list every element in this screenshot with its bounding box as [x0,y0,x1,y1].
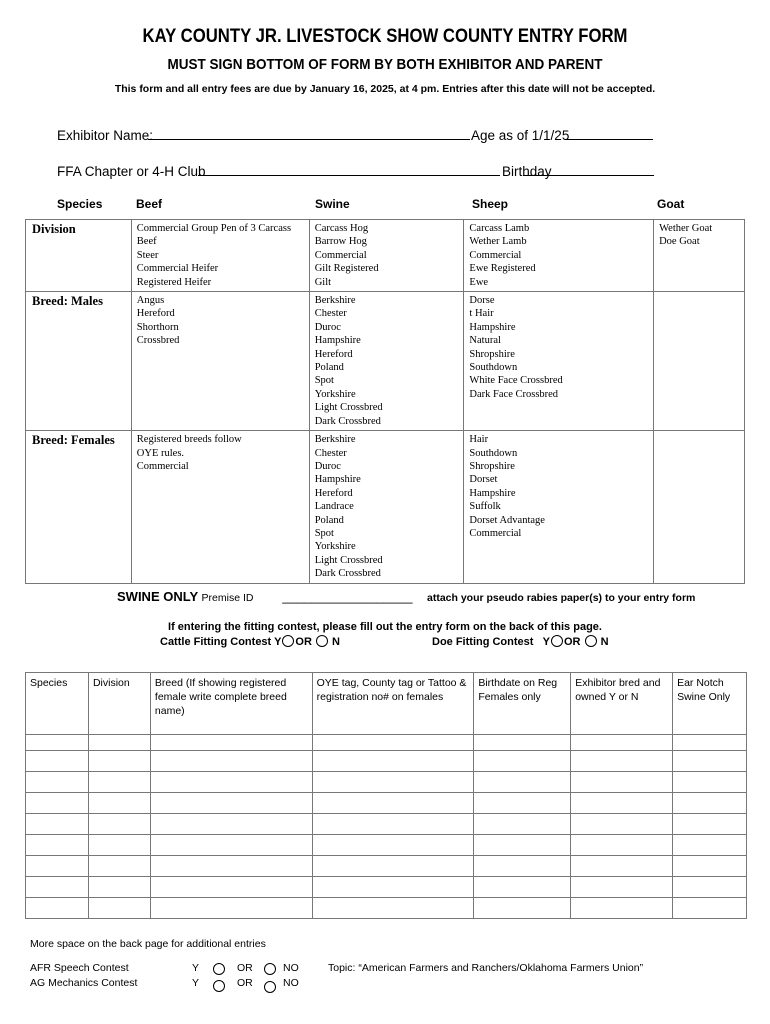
doe-yes-radio[interactable] [551,635,563,647]
ag-no-label: NO [283,977,299,989]
entry-cell[interactable] [673,814,747,835]
entry-row [26,772,747,793]
beef-header: Beef [136,197,163,211]
entry-cell[interactable] [312,898,474,919]
list-item: Yorkshire [314,541,356,553]
swine-only-label: SWINE ONLY [117,589,198,604]
entry-row [26,835,747,856]
list-item: Carcass Hog [314,223,369,234]
list-item: Natural [469,335,501,347]
list-item: Chester [314,308,347,320]
list-item: Registered Heifer [136,276,212,288]
list-item: Gilt [314,276,332,288]
col-tag-header: OYE tag, County tag or Tattoo & registration no# on females [312,673,474,735]
divisions-table [25,219,745,584]
list-item: Dorset [469,474,498,486]
division-row-label: Division [26,220,132,292]
col-species-header: Species [26,673,89,735]
list-item: Suffolk [469,501,501,513]
list-item: Poland [314,362,344,374]
cattle-no-radio[interactable] [316,635,328,647]
list-item: Spot [314,375,334,387]
males-sheep-cell [464,292,654,431]
list-item: Hampshire [469,487,516,499]
swine-only-line [117,589,695,604]
entry-cell[interactable] [571,898,673,919]
list-item: Steer [136,249,159,261]
list-item: Hereford [314,487,353,499]
form-subtitle: MUST SIGN BOTTOM OF FORM BY BOTH EXHIBITOR AND PARENT [167,56,603,73]
list-item: Commercial [314,249,367,261]
entry-cell[interactable] [571,814,673,835]
afr-speech-label: AFR Speech Contest [30,962,129,974]
entry-cell[interactable] [312,814,474,835]
list-item: Shropshire [469,348,515,360]
list-item: Berkshire [314,434,356,446]
entry-cell[interactable] [474,898,571,919]
entry-cell[interactable] [26,814,89,835]
list-item: Chester [314,447,347,459]
entry-row [26,735,747,751]
entry-cell[interactable] [312,751,474,772]
cattle-fitting-line [160,635,340,648]
list-item: Dark Crossbred [314,415,381,427]
entry-cell[interactable] [474,856,571,877]
entry-cell[interactable] [150,735,312,751]
division-row [26,220,745,292]
entry-cell[interactable] [88,793,150,814]
entry-cell[interactable] [88,751,150,772]
females-swine-cell [309,431,464,583]
afr-no-radio[interactable] [263,960,277,978]
entry-cell[interactable] [673,751,747,772]
entry-cell[interactable] [26,877,89,898]
list-item: Wether Goat [659,223,713,234]
age-label: Age as of 1/1/25 [471,128,570,143]
list-item: Commercial [136,460,189,472]
entry-row [26,877,747,898]
list-item: Shropshire [469,460,515,472]
chapter-label: FFA Chapter or 4-H Club [57,164,206,179]
entry-cell[interactable] [673,898,747,919]
entry-cell[interactable] [312,735,474,751]
ag-no-radio[interactable] [263,978,277,996]
list-item: Berkshire [314,295,356,307]
cattle-yes-radio[interactable] [282,635,294,647]
list-item: Ewe Registered [469,263,536,275]
doe-y-label: Y [542,636,550,648]
afr-yes-radio[interactable] [212,960,226,978]
list-item: Commercial [469,249,522,261]
chapter-field[interactable] [198,175,500,176]
entry-cell[interactable] [673,772,747,793]
entry-cell[interactable] [26,898,89,919]
entry-cell[interactable] [88,856,150,877]
doe-fitting-line [432,635,609,648]
males-beef-cell [131,292,309,431]
list-item: Yorkshire [314,388,356,400]
cattle-y-label: Y [274,636,282,648]
entry-cell[interactable] [88,814,150,835]
entry-cell[interactable] [150,751,312,772]
entry-cell[interactable] [673,735,747,751]
cattle-or-label: OR [295,636,312,648]
list-item: Duroc [314,460,341,472]
list-item: t Hair [469,308,494,320]
entry-cell[interactable] [571,772,673,793]
entry-rows [26,735,747,919]
entry-cell[interactable] [571,751,673,772]
ag-yes-radio[interactable] [212,977,226,995]
entry-cell[interactable] [150,772,312,793]
entry-cell[interactable] [26,751,89,772]
entry-cell[interactable] [26,735,89,751]
list-item: Hampshire [314,474,361,486]
entry-table-header [26,673,747,735]
entry-cell[interactable] [312,793,474,814]
females-goat-cell [654,431,745,583]
list-item: Commercial [469,527,522,539]
topic-text: Topic: “American Farmers and Ranchers/Oklahoma Farmers Union” [328,962,644,974]
entry-row [26,856,747,877]
entry-cell[interactable] [88,835,150,856]
entry-cell[interactable] [312,877,474,898]
entry-table [25,672,747,919]
males-goat-cell [654,292,745,431]
list-item: Beef [136,236,157,248]
list-item: Ewe [469,276,489,288]
entry-cell[interactable] [26,856,89,877]
doe-no-radio[interactable] [585,635,597,647]
swine-header: Swine [315,197,350,211]
females-beef-cell [131,431,309,583]
list-item: Duroc [314,321,341,333]
entry-cell[interactable] [312,856,474,877]
premise-id-label: Premise ID [201,592,254,604]
entry-cell[interactable] [150,898,312,919]
division-beef-cell [131,220,309,292]
entry-cell[interactable] [474,814,571,835]
entry-cell[interactable] [673,856,747,877]
fitting-contest-note: If entering the fitting contest, please fill out the entry form on the back of this page. [168,621,602,633]
afr-no-label: NO [283,962,299,974]
entry-cell[interactable] [474,793,571,814]
col-breed-header: Breed (If showing registered female write complete breed name) [150,673,312,735]
entry-cell[interactable] [474,772,571,793]
entry-cell[interactable] [150,835,312,856]
list-item: Dorset Advantage [469,514,545,526]
entry-cell[interactable] [26,793,89,814]
entry-cell[interactable] [571,877,673,898]
breed-females-row [26,431,745,583]
entry-cell[interactable] [474,751,571,772]
exhibitor-name-field[interactable] [148,139,470,140]
list-item: Shorthorn [136,321,179,333]
entry-cell[interactable] [673,877,747,898]
age-field[interactable] [565,139,653,140]
entry-cell[interactable] [150,877,312,898]
sheep-header: Sheep [472,197,509,211]
list-item: Poland [314,514,344,526]
list-item: Light Crossbred [314,554,383,566]
more-space-note: More space on the back page for additional entries [30,938,266,950]
col-ear-notch-header: Ear Notch Swine Only [673,673,747,735]
list-item: Commercial Heifer [136,263,219,275]
birthday-label: Birthday [502,164,552,179]
division-sheep-cell [464,220,654,292]
entry-cell[interactable] [150,793,312,814]
entry-cell[interactable] [474,877,571,898]
list-item: White Face Crossbred [469,375,563,387]
females-sheep-cell [464,431,654,583]
ag-y-label: Y [192,977,200,989]
ag-mechanics-label: AG Mechanics Contest [30,977,138,989]
premise-id-field[interactable]: __________________ [282,589,413,604]
list-item: Dorse [469,295,495,307]
entry-cell[interactable] [474,835,571,856]
species-header: Species [57,197,103,211]
exhibitor-name-label: Exhibitor Name: [57,128,154,143]
list-item: Dark Crossbred [314,568,381,580]
list-item: Light Crossbred [314,402,383,414]
entry-cell[interactable] [150,814,312,835]
list-item: Commercial Group Pen of 3 Carcass [136,223,292,234]
entry-cell[interactable] [88,772,150,793]
cattle-n-label: N [332,636,340,648]
entry-cell[interactable] [88,877,150,898]
entry-row [26,793,747,814]
col-birthdate-header: Birthdate on Reg Females only [474,673,571,735]
doe-n-label: N [600,636,609,648]
entry-cell[interactable] [312,835,474,856]
division-swine-cell [309,220,464,292]
list-item: Hereford [314,348,353,360]
list-item: Hampshire [314,335,361,347]
entry-cell[interactable] [571,835,673,856]
list-item: Carcass Lamb [469,223,530,234]
males-swine-cell [309,292,464,431]
list-item: Wether Lamb [469,236,527,248]
entry-row [26,751,747,772]
doe-fitting-label: Doe Fitting Contest [432,636,534,648]
list-item: Crossbred [136,335,180,347]
entry-cell[interactable] [673,793,747,814]
list-item: Dark Face Crossbred [469,388,559,400]
entry-cell[interactable] [88,898,150,919]
deadline-notice: This form and all entry fees are due by January 16, 2025, at 4 pm. Entries after this date will not be accepted. [114,83,656,95]
form-title: KAY COUNTY JR. LIVESTOCK SHOW COUNTY ENTRY FORM [142,26,628,47]
entry-row [26,814,747,835]
entry-cell[interactable] [571,856,673,877]
entry-cell[interactable] [571,793,673,814]
doe-or-label: OR [563,636,581,648]
breed-males-label: Breed: Males [26,292,132,431]
entry-cell[interactable] [88,735,150,751]
list-item: Registered breeds follow [136,434,242,446]
list-item: Southdown [469,447,518,459]
afr-y-label: Y [192,962,200,974]
entry-cell[interactable] [312,772,474,793]
entry-cell[interactable] [571,735,673,751]
list-item: Barrow Hog [314,236,367,248]
ag-or-label: OR [237,977,253,989]
division-goat-cell [654,220,745,292]
list-item: Southdown [469,362,518,374]
list-item: Doe Goat [659,236,700,248]
goat-header: Goat [657,197,685,211]
entry-row [26,898,747,919]
list-item: Hampshire [469,321,516,333]
list-item: Hereford [136,308,175,320]
entry-cell[interactable] [673,835,747,856]
afr-or-label: OR [237,962,253,974]
entry-cell[interactable] [26,835,89,856]
list-item: Angus [136,295,165,307]
rabies-paper-instruction: attach your pseudo rabies paper(s) to your entry form [426,592,696,604]
breed-males-row [26,292,745,431]
list-item: Hair [469,434,489,446]
list-item: Landrace [314,501,354,513]
col-bred-owned-header: Exhibitor bred and owned Y or N [571,673,673,735]
col-division-header: Division [88,673,150,735]
list-item: Spot [314,527,334,539]
list-item: Gilt Registered [314,263,379,275]
entry-cell[interactable] [26,772,89,793]
breed-females-label: Breed: Females [26,431,132,583]
entry-cell[interactable] [150,856,312,877]
cattle-fitting-label: Cattle Fitting Contest [160,636,272,648]
list-item: OYE rules. [136,447,185,459]
entry-cell[interactable] [474,735,571,751]
birthday-field[interactable] [523,175,654,176]
